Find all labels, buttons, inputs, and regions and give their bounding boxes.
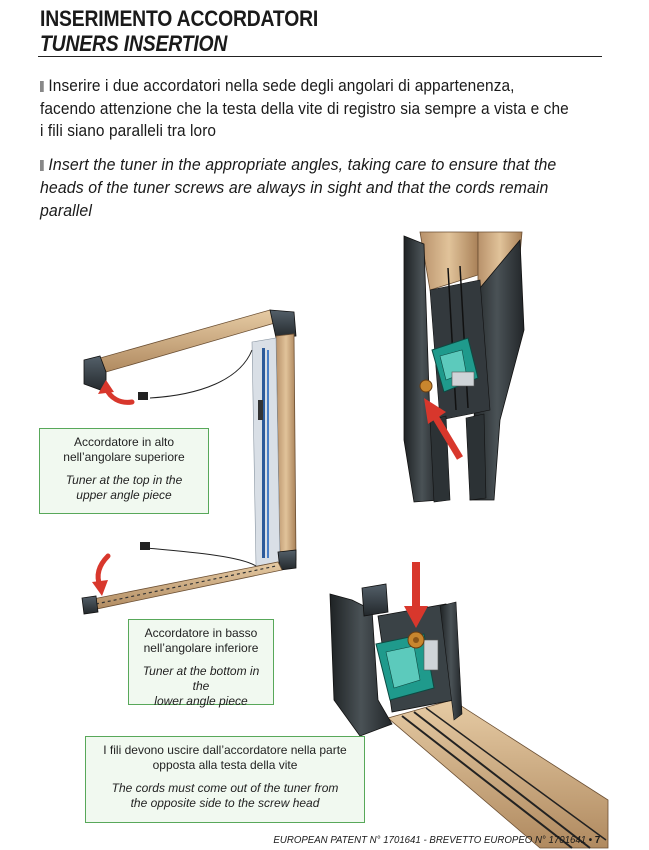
- instruction-italian-text: Inserire i due accordatori nella sede degli angolari di appartenenza, facendo attenzione che la testa della vite di registro sia sempre a vista e che i fili siano paralleli tra loro: [40, 77, 569, 140]
- patent-text: EUROPEAN PATENT N° 1701641 - BREVETTO EUROPEO N° 1701641: [273, 834, 586, 846]
- title-english: TUNERS INSERTION: [40, 31, 228, 56]
- callout-top-en: [44, 473, 204, 503]
- callout-top-en-1: Tuner at the top in the: [65, 473, 183, 487]
- callout-bottom-en: [133, 664, 269, 709]
- callout-top-en-2: upper angle piece: [76, 488, 172, 502]
- top-angle-detail: [400, 232, 548, 506]
- callout-cords-en: [90, 781, 360, 811]
- bottom-angle-detail: [330, 562, 608, 848]
- title-italian: INSERIMENTO ACCORDATORI: [40, 6, 319, 31]
- page-number: 7: [594, 834, 600, 846]
- instruction-english-text: Insert the tuner in the appropriate angles, taking care to ensure that the heads of the tuner screws are always in sight and that the cords remain parallel: [40, 155, 557, 220]
- callout-bottom-en-2: lower angle piece: [154, 694, 248, 708]
- callout-bottom-it-2: nell’angolare inferiore: [143, 641, 259, 655]
- callout-cords-en-2: the opposite side to the screw head: [130, 796, 320, 810]
- callout-top-it-2: nell’angolare superiore: [63, 450, 185, 464]
- footer-separator: •: [588, 834, 592, 846]
- callout-cords: [85, 736, 365, 823]
- callout-bottom-it-1: Accordatore in basso: [144, 626, 258, 640]
- callout-bottom-en-1: Tuner at the bottom in the: [142, 664, 260, 693]
- page-footer: [273, 834, 600, 846]
- callout-cords-it-1: I fili devono uscire dall’accordatore nella parte: [103, 743, 347, 757]
- callout-cords-en-1: The cords must come out of the tuner from: [111, 781, 339, 795]
- callout-cords-it-2: opposta alla testa della vite: [152, 758, 298, 772]
- callout-bottom-tuner: [128, 619, 274, 708]
- callout-top-tuner: [39, 428, 209, 514]
- callout-top-it-1: Accordatore in alto: [73, 435, 175, 449]
